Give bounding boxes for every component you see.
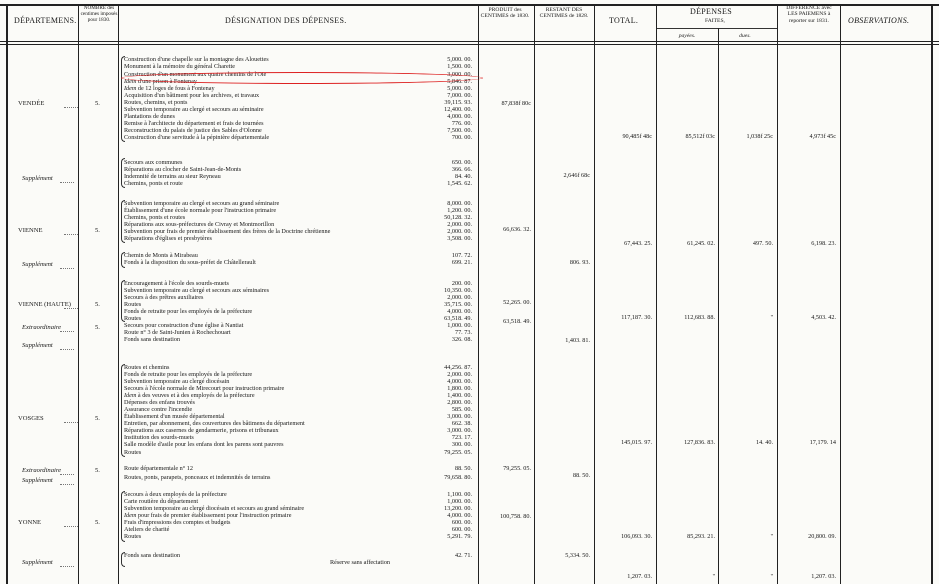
expense-label: Construction d'une chapelle sur la montagne des Alouettes [124, 56, 269, 63]
expense-label: Frais d'impressions des comptes et budgets [124, 519, 231, 526]
payees-amount: 61,245. 02. [687, 240, 715, 247]
expense-amount: 79,658. 80. [444, 474, 472, 481]
total-amount: 90,485f 48c [622, 133, 652, 140]
expense-label: Assurance contre l'incendie [124, 406, 193, 413]
expense-label: Réserve sans affectation [330, 559, 391, 566]
expense-label: Secours aux communes [124, 159, 183, 166]
expense-amount: 5,846. 87. [447, 78, 472, 85]
department-label: Extraordinaire [22, 324, 62, 331]
restant-amount: 806. 93. [569, 259, 590, 266]
expense-amount: 3,000. 00. [447, 71, 472, 78]
expense-amount: 776. 00. [451, 120, 472, 127]
header-rule [0, 41, 939, 42]
col-rule-8 [777, 4, 778, 584]
expense-label: Routes, chemins, et ponts [124, 99, 188, 106]
expense-amount: 35,715. 00. [444, 301, 472, 308]
expense-label: Fonds sans destination [124, 552, 181, 559]
expense-amount: 2,000. 00. [447, 228, 472, 235]
depenses-split-rule [657, 28, 777, 29]
expense-label: Réparations aux casernes de gendarmerie, prisons et tribunaux [124, 427, 279, 434]
group-brace [121, 200, 125, 243]
col-rule-5 [594, 4, 595, 584]
header-restant: RESTANT DES CENTIMES de 1828. [539, 7, 589, 20]
expense-label: Établissement d'un musée départemental [124, 413, 225, 420]
expense-amount: 4,000. 00. [447, 113, 472, 120]
expense-amount: 600. 00. [451, 519, 472, 526]
dept-leader-dots [60, 474, 74, 475]
expense-amount: 4,000. 00. [447, 378, 472, 385]
expense-amount: 7,000. 00. [447, 92, 472, 99]
expense-amount: 600. 00. [451, 526, 472, 533]
expense-amount: 1,545. 62. [447, 180, 472, 187]
payees-amount: 127,836. 83. [684, 439, 715, 446]
department-label: YONNE [18, 519, 42, 526]
expense-label: Fonds de retraite pour les employés de la préfecture [124, 308, 253, 315]
group-brace [121, 552, 125, 567]
group-brace [121, 364, 125, 457]
expense-label: Indemnité de terrains au sieur Reyneau [124, 173, 221, 180]
top-rule [0, 4, 939, 6]
dept-leader-dots [64, 308, 78, 309]
expense-label: Salle modèle d'asile pour les enfans dont les parens sont pauvres [124, 441, 284, 448]
total-amount: 1,207. 03. [627, 573, 652, 580]
header-depenses: DÉPENSES [690, 7, 732, 16]
department-label: VENDÉE [18, 100, 45, 107]
header-nombre: NOMBRE des centimes imposés pour 1830. [80, 5, 118, 23]
expense-label: Subvention temporaire au clergé diocésain et secours au grand séminaire [124, 505, 305, 512]
expense-label: Secours à l'école normale de Mirecourt pour instruction primaire [124, 385, 285, 392]
department-label: Supplément [22, 477, 53, 484]
expense-amount: 4,000. 00. [447, 308, 472, 315]
dues-amount: " [770, 533, 773, 540]
expense-label: Routes et chemins [124, 364, 170, 371]
centimes-count: 5. [95, 415, 100, 422]
restant-amount: 2,646f 68c [563, 172, 590, 179]
expense-amount: 8,000. 00. [447, 200, 472, 207]
expense-label: Idem à des veuves et à des employés de la préfecture [124, 392, 255, 399]
centimes-count: 5. [95, 467, 100, 474]
expense-amount: 7,500. 00. [447, 127, 472, 134]
dept-leader-dots [60, 349, 74, 350]
expense-amount: 1,400. 00. [447, 392, 472, 399]
expense-label: Entretien, par abonnement, des couvertures des bâtimens du département [124, 420, 305, 427]
col-rule-left [6, 4, 8, 584]
expense-label: Subvention temporaire au clergé et secours au grand séminaire [124, 200, 280, 207]
expense-label: Ateliers de charité [124, 526, 170, 533]
group-brace [121, 252, 125, 268]
expense-amount: 4,000. 00. [447, 512, 472, 519]
expense-amount: 700. 00. [451, 134, 472, 141]
group-brace [121, 56, 125, 142]
col-rule-6 [656, 4, 657, 584]
produit-amount: 87,838f 80c [501, 100, 531, 107]
expense-label: Institution des sourds-muets [124, 434, 194, 441]
header-departemens: DÉPARTEMENS. [14, 16, 77, 25]
department-label: Supplément [22, 342, 53, 349]
expense-label: Subvention temporaire au clergé et secours aux séminaires [124, 287, 270, 294]
payees-amount: " [712, 573, 715, 580]
centimes-count: 5. [95, 324, 100, 331]
expense-label: Route n° 3 de Saint-Junien à Rochechouart [124, 329, 231, 336]
total-amount: 67,443. 25. [624, 240, 652, 247]
expense-label: Routes [124, 533, 142, 540]
group-brace [121, 280, 125, 322]
expense-label: Chemin de Monts à Mirabeau [124, 252, 198, 259]
expense-label: Routes [124, 301, 142, 308]
expense-amount: 200. 00. [451, 280, 472, 287]
expense-amount: 77. 73. [454, 329, 472, 336]
payees-amount: 85,512f 03c [685, 133, 715, 140]
dept-leader-dots [64, 526, 78, 527]
expense-label: Établissement d'une école normale pour l'instruction primaire [124, 207, 277, 214]
expense-label: Dépenses des enfans trouvés [124, 399, 195, 406]
expense-label: Routes [124, 315, 142, 322]
group-brace [121, 491, 125, 542]
expense-label: Plantations de dunes [124, 113, 175, 120]
header-observations: OBSERVATIONS. [848, 16, 910, 25]
total-amount: 117,187. 30. [621, 314, 652, 321]
dues-amount: 14. 40. [755, 439, 773, 446]
dept-leader-dots [64, 234, 78, 235]
expense-amount: 10,350. 00. [444, 287, 472, 294]
expense-amount: 650. 00. [451, 159, 472, 166]
col-rule-7 [718, 28, 719, 584]
expense-label: Construction d'une servitude à la pépinière départementale [124, 134, 270, 141]
expense-label: Secours à des prêtres auxiliaires [124, 294, 204, 301]
expense-label: Acquisition d'un bâtiment pour les archives, et travaux [124, 92, 260, 99]
restant-amount: 1,403. 81. [565, 337, 590, 344]
payees-amount: 85,293. 21. [687, 533, 715, 540]
centimes-count: 5. [95, 227, 100, 234]
expense-amount: 723. 17. [451, 434, 472, 441]
centimes-count: 5. [95, 100, 100, 107]
department-label: VIENNE (HAUTE) [18, 301, 71, 308]
centimes-count: 5. [95, 519, 100, 526]
expense-label: Encouragement à l'école des sourds-muets [124, 280, 229, 287]
col-rule-9 [840, 4, 841, 584]
expense-amount: 699. 21. [451, 259, 472, 266]
header-total: TOTAL. [609, 16, 639, 25]
dept-leader-dots [60, 331, 74, 332]
expense-amount: 662. 38. [451, 420, 472, 427]
expense-label: Fonds de retraite pour les employés de la préfecture [124, 371, 253, 378]
expense-amount: 1,100. 00. [447, 491, 472, 498]
dept-leader-dots [60, 566, 74, 567]
produit-amount: 100,758. 80. [500, 513, 531, 520]
expense-amount: 3,000. 00. [447, 413, 472, 420]
expense-amount: 1,500. 00. [447, 63, 472, 70]
department-label: Supplément [22, 559, 53, 566]
expense-amount: 63,518. 49. [444, 315, 472, 322]
produit-amount: 52,265. 00. [503, 299, 531, 306]
difference-amount: 6,198. 23. [811, 240, 836, 247]
expense-label: Idem d'une prison à Fontenay [124, 78, 197, 85]
expense-amount: 107. 72. [451, 252, 472, 259]
expense-amount: 1,800. 00. [447, 385, 472, 392]
restant-amount: 5,334. 50. [565, 552, 590, 559]
dues-amount: 1,038f 25c [746, 133, 773, 140]
expense-label: Réparations au clocher de Saint-Jean-de-Monts [124, 166, 242, 173]
expense-amount: 3,508. 00. [447, 235, 472, 242]
dues-amount: 497. 50. [752, 240, 773, 247]
expense-label: Idem pour frais de premier établissement pour l'instruction primaire [124, 512, 292, 519]
produit-amount: 66,636. 32. [503, 226, 531, 233]
expense-amount: 5,000. 00. [447, 85, 472, 92]
col-rule-right [931, 4, 933, 584]
expense-amount: 585. 00. [451, 406, 472, 413]
difference-amount: 4,503. 42. [811, 314, 836, 321]
header-produit: PRODUIT des CENTIMES de 1830. [480, 7, 530, 20]
expense-label: Chemins, ponts et route [124, 180, 183, 187]
col-rule-2 [118, 4, 119, 584]
expense-label: Subvention temporaire au clergé diocésain [124, 378, 230, 385]
expense-amount: 50,128. 32. [444, 214, 472, 221]
col-rule-3 [478, 4, 479, 584]
expense-amount: 2,000. 00. [447, 221, 472, 228]
expense-label: Carte routière du département [124, 498, 199, 505]
produit-amount: 79,255. 05. [503, 465, 531, 472]
expense-amount: 5,291. 79. [447, 533, 472, 540]
expense-label: Secours à deux employés de la préfecture [124, 491, 227, 498]
expense-amount: 88. 50. [454, 465, 472, 472]
header-payees: payées. [678, 33, 696, 39]
expense-label: Réparations d'églises et presbytères [124, 235, 212, 242]
group-brace [121, 158, 125, 188]
header-difference: DIFFÉRENCE avec LES PAIEMENS à reporter sur 1831. [786, 5, 832, 24]
total-amount: 145,015. 97. [621, 439, 652, 446]
dues-amount: " [770, 573, 773, 580]
expense-amount: 366. 66. [451, 166, 472, 173]
dept-leader-dots [60, 182, 74, 183]
header-designation: DÉSIGNATION DES DÉPENSES. [225, 16, 347, 25]
expense-amount: 42. 71. [454, 552, 472, 559]
expense-amount: 84. 40. [454, 173, 472, 180]
col-rule-1 [78, 4, 79, 584]
payees-amount: 112,683. 88. [684, 314, 715, 321]
difference-amount: 20,800. 09. [808, 533, 836, 540]
expense-label: Construction d'un monument aux quatre chemins de l'Oie [124, 71, 267, 78]
expense-label: Subvention temporaire au clergé et secours au séminaire [124, 106, 264, 113]
centimes-count: 5. [95, 301, 100, 308]
expense-label: Chemins, ponts et routes [124, 214, 186, 221]
expense-amount: 3,000. 00. [447, 427, 472, 434]
expense-amount: 79,255. 05. [444, 449, 472, 456]
expense-amount: 2,800. 00. [447, 399, 472, 406]
expense-label: Reconstruction du palais de justice des Sables d'Olonne [124, 127, 262, 134]
expense-label: Route départementale n° 12 [124, 465, 193, 472]
restant-amount: 88. 50. [572, 472, 590, 479]
expense-label: Subvention pour frais de premier établissement des frères de la Doctrine chrétienne [124, 228, 331, 235]
expense-amount: 300. 00. [451, 441, 472, 448]
department-label: Supplément [22, 261, 53, 268]
department-label: VOSGES [18, 415, 44, 422]
difference-amount: 17,179. 14 [809, 439, 836, 446]
expense-label: Remise à l'architecte du département et frais de tournées [124, 120, 264, 127]
dept-leader-dots [60, 484, 74, 485]
dues-amount: " [770, 314, 773, 321]
expense-amount: 39,115. 93. [444, 99, 472, 106]
expense-amount: 1,000. 00. [447, 498, 472, 505]
expense-label: Fonds sans destination [124, 336, 181, 343]
dept-leader-dots [64, 422, 78, 423]
expense-label: Idem de 12 loges de fous à Fontenay [124, 85, 215, 92]
expense-amount: 2,000. 00. [447, 371, 472, 378]
difference-amount: 1,207. 03. [811, 573, 836, 580]
produit-amount: 63,518. 49. [503, 318, 531, 325]
header-faites: FAITES, [705, 18, 725, 24]
department-label: VIENNE [18, 227, 43, 234]
expense-amount: 2,000. 00. [447, 294, 472, 301]
expense-amount: 5,000. 00. [447, 56, 472, 63]
expense-label: Routes, ponts, parapets, ponceaux et indemnités de terrains [124, 474, 271, 481]
expense-label: Réparations aux sous-préfectures de Civray et Montmorillon [124, 221, 275, 228]
difference-amount: 4,973f 45c [809, 133, 836, 140]
department-label: Extraordinaire [22, 467, 62, 474]
total-amount: 106,093. 30. [621, 533, 652, 540]
expense-amount: 1,200. 00. [447, 207, 472, 214]
department-label: Supplément [22, 175, 53, 182]
expense-amount: 1,000. 00. [447, 322, 472, 329]
col-rule-4 [534, 4, 535, 584]
expense-label: Secours pour construction d'une église à Nantiat [124, 322, 244, 329]
dept-leader-dots [64, 107, 78, 108]
header-rule-2 [0, 44, 939, 45]
red-highlight-oval [121, 72, 483, 84]
expense-label: Monument à la mémoire du général Charette [124, 63, 235, 70]
expense-amount: 44,256. 87. [444, 364, 472, 371]
dept-leader-dots [60, 268, 74, 269]
expense-amount: 12,400. 00. [444, 106, 472, 113]
header-dues: dues. [739, 33, 751, 39]
expense-amount: 13,200. 00. [444, 505, 472, 512]
expense-label: Fonds à la disposition du sous-préfet de Châtellerault [124, 259, 256, 266]
expense-label: Routes [124, 449, 142, 456]
expense-amount: 326. 08. [451, 336, 472, 343]
